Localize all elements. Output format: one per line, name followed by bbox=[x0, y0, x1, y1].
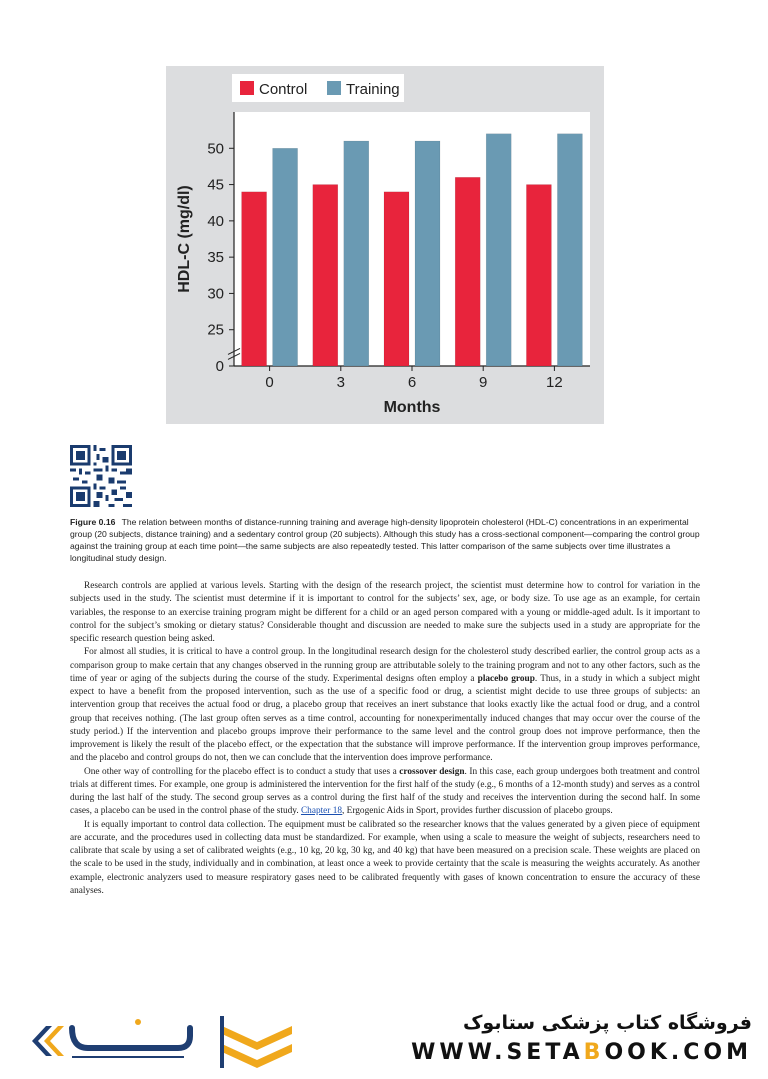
setabook-logo bbox=[28, 1014, 198, 1068]
paragraph-crossover: One other way of controlling for the placebo effect is to conduct a study that uses a crossover design. In this case, each group undergoes both treatment and control trials at different times. For example, one group is administered the intervention for the first half of the study (e.g., 6 months of a 12-month study) and serves as a control during the last half of the study. The second group serves as a control during the first half of the study and receives the intervention during the second half. In some cases, a placebo can be used in the control phase of the study. Chapter 18, Ergogenic Aids in Sport, provides further discussion of placebo groups. bbox=[70, 766, 700, 817]
publisher-footer bbox=[0, 996, 768, 1079]
bar-training bbox=[557, 134, 582, 366]
caption-text: The relation between months of distance-running training and average high-density lipoprotein cholesterol (HDL-C) concentrations in an experimental group (20 subjects, distance training) and a sedentary control group (20 subjects). Although this study has a cross-sectional component—comparing the control group against the training group at each time point—the same subjects are also repeatedly tested. This latter comparison of the same subjects over time illustrates a longitudinal study design. bbox=[70, 517, 700, 563]
y-tick-label: 45 bbox=[207, 176, 224, 194]
term-crossover-design: crossover design bbox=[399, 766, 465, 777]
store-title: فروشگاه کتاب پزشکی ستابوک bbox=[462, 1012, 752, 1034]
legend-label-control: Control bbox=[259, 81, 308, 98]
y-axis-label: HDL-C (mg/dl) bbox=[176, 185, 193, 293]
y-tick-label: 0 bbox=[215, 358, 224, 375]
x-tick-label: 6 bbox=[407, 374, 417, 391]
qr-code-icon bbox=[70, 445, 132, 507]
bar-control bbox=[455, 177, 480, 366]
y-tick-label: 35 bbox=[207, 249, 224, 267]
paragraph-control-group: For almost all studies, it is critical to have a control group. In the longitudinal research design for the cholesterol study described earlier, the control group acts as a comparison group to make certain that any changes observed in the running group are attributable solely to the training program and not to any other factors, such as the time of year or aging of the subjects during the course of the study. Experimental designs often employ a placebo group. Thus, in a study in which a subject might expect to have a benefit from the proposed intervention, such as the use of a specific food or drug, a scientist might decide to use three groups of subjects: an intervention group that receives the actual food or drug, a placebo group that receives an inert substance that looks exactly like the actual food or drug, and a control group that receives nothing. (The last group often serves as a time control, accounting for nonexperimentally induced changes that may occur over the course of the study period.) If the intervention and placebo groups improve their performance to the same level and the control group does not improve performance, then the improvement is likely the result of the placebo effect, or the expectation that the substance will improve performance. If the intervention group improves performance, and the placebo and control groups do not, then we can conclude that the intervention does improve performance. bbox=[70, 647, 700, 764]
bar-control bbox=[526, 185, 551, 366]
figure-label: Figure 0.16 bbox=[70, 517, 116, 527]
x-tick-label: 0 bbox=[265, 374, 274, 391]
bar-training bbox=[344, 141, 369, 366]
chapter-18-link[interactable]: Chapter 18 bbox=[300, 806, 343, 817]
x-tick-label: 12 bbox=[546, 374, 563, 391]
book-stack-icon bbox=[220, 1016, 294, 1068]
figure-caption bbox=[70, 516, 700, 564]
paragraph-data-collection: It is equally important to control data collection. The equipment must be calibrated so the researcher knows that the values generated by a given piece of equipment are accurate, and the procedures used in collecting data must be standardized. For example, when using a scale to measure the weight of subjects, researchers need to calibrate that scale by using a set of calibrated weights (e.g., 10 kg, 20 kg, 30 kg, and 40 kg) that have been measured on a precision scale. These weights are placed on the scale to be used in the study, individually and in combination, at least once a week to provide certainty that the scale is measuring the weights accurately. As another example, electronic analyzers used to measure respiratory gases need to be calibrated frequently with gases of known concentration to ensure the accuracy of these analyses. bbox=[70, 819, 700, 896]
store-url[interactable]: WWW.SETABOOK.COM bbox=[411, 1040, 752, 1065]
y-tick-label: 40 bbox=[207, 212, 224, 230]
bar-control bbox=[384, 192, 409, 366]
x-tick-label: 9 bbox=[479, 374, 488, 391]
bar-control bbox=[313, 185, 338, 366]
bar-training bbox=[486, 134, 511, 366]
body-text bbox=[70, 580, 700, 898]
y-tick-label: 25 bbox=[207, 321, 224, 339]
y-tick-label: 50 bbox=[207, 140, 224, 158]
bar-training bbox=[415, 141, 440, 366]
x-axis-label: Months bbox=[383, 399, 441, 416]
paragraph-research-controls: Research controls are applied at various levels. Starting with the design of the research project, the scientist must determine how to control for variation in the subjects used in the study. The scientist must determine if it is important to control for the subjects’ sex, age, or body size. To use age as an example, for certain variables, the response to an exercise training program might be different for a child or an aged person compared with a young or middle-aged adult. Is it important to control for the subject’s smoking or dietary status? Considerable thought and discussion are needed to make sure the subjects used in a study are appropriate for the specific research question being asked. bbox=[70, 581, 700, 644]
figure-panel bbox=[166, 66, 604, 424]
legend-swatch-training bbox=[327, 81, 341, 95]
legend-label-training: Training bbox=[346, 81, 400, 98]
x-tick-label: 3 bbox=[336, 374, 345, 391]
legend-swatch-control bbox=[240, 81, 254, 95]
hdl-bar-chart bbox=[166, 66, 604, 424]
bar-control bbox=[242, 192, 267, 366]
bar-training bbox=[273, 148, 298, 366]
term-placebo-group: placebo group bbox=[477, 673, 535, 684]
y-tick-label: 30 bbox=[207, 285, 224, 303]
